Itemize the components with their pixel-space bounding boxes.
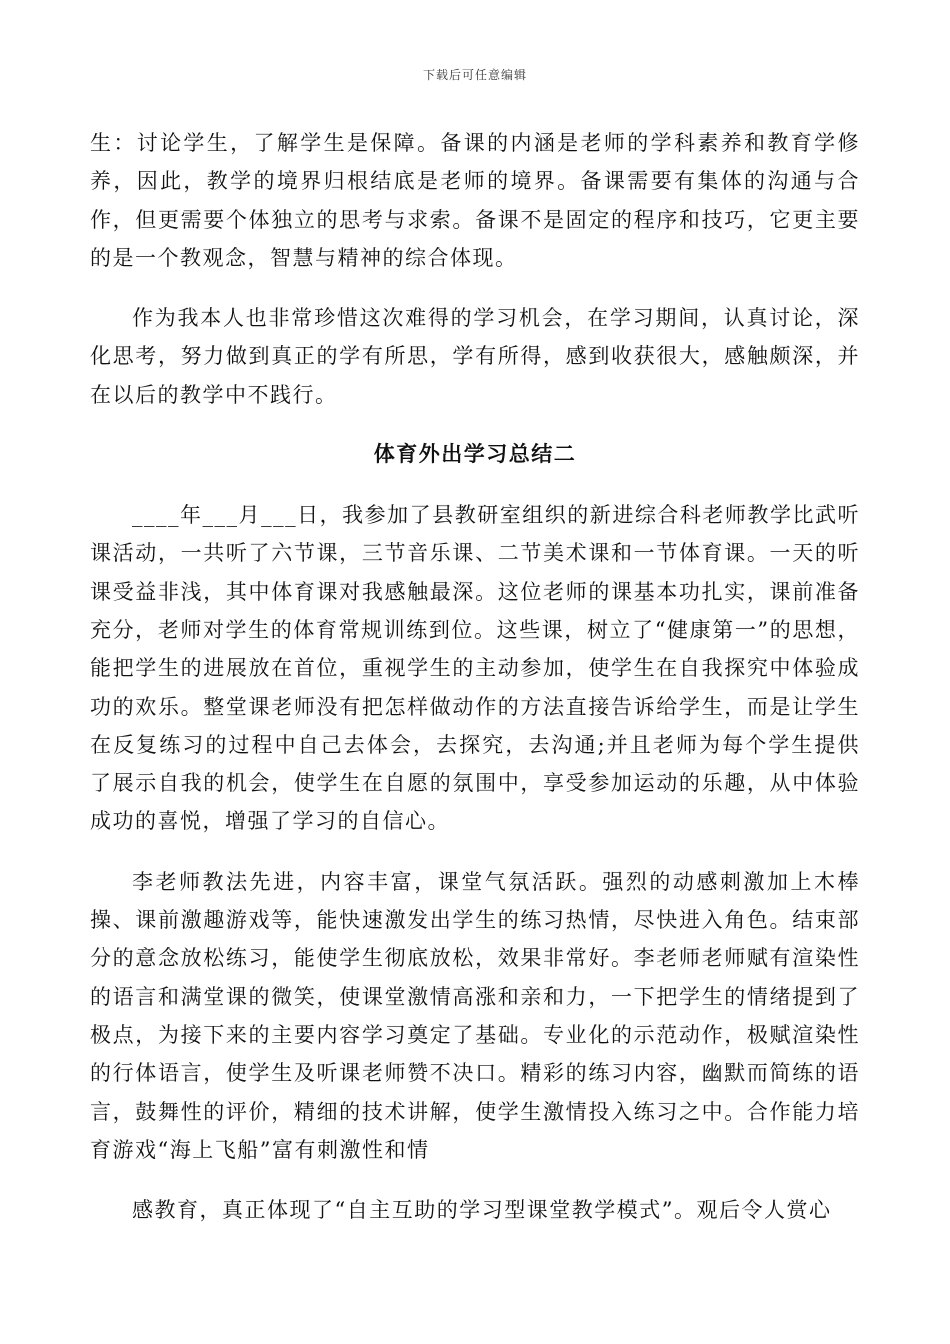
section-title: 体育外出学习总结二 [373,442,577,467]
paragraph-3: ____年___月___日，我参加了县教研室组织的新进综合科老师教学比武听课活动，一共听了六节课，三节音乐课、二节美术课和一节体育课。一天的听课受益非浅，其中体育课对我感触最深。这位老师的课基本功扎实，课前准备充分，老师对学生的体育常规训练到位。这些课，树立了“健康第一”的思想，能把学生的进展放在首位，重视学生的主动参加，使学生在自我探究中体验成功的欢乐。整堂课老师没有把怎样做动作的方法直接告诉给学生，而是让学生在反复练习的过程中自己去体会，去探究，去沟通;并且老师为每个学生提供了展示自我的机会，使学生在自愿的氛围中，享受参加运动的乐趣，从中体验成功的喜悦，增强了学习的自信心。 [90,503,860,834]
header-note: 下载后可任意编辑 [422,68,527,82]
document-body [90,124,860,1251]
paragraph-4: 李老师教法先进，内容丰富，课堂气氛活跃。强烈的动感刺激加上木棒操、课前激趣游戏等，能快速激发出学生的练习热情，尽快进入角色。结束部分的意念放松练习，能使学生彻底放松，效果非常好。李老师老师赋有渲染性的语言和满堂课的微笑，使课堂激情高涨和亲和力，一下把学生的情绪提到了极点，为接下来的主要内容学习奠定了基础。专业化的示范动作，极赋渲染性的行体语言，使学生及听课老师赞不决口。精彩的练习内容，幽默而简练的语言，鼓舞性的评价，精细的技术讲解，使学生激情投入练习之中。合作能力培育游戏“海上飞船”富有刺激性和情 [90,869,860,1162]
paragraph-5: 感教育，真正体现了“自主互助的学习型课堂教学模式”。观后令人赏心 [132,1198,832,1223]
paragraph-2: 作为我本人也非常珍惜这次难得的学习机会，在学习期间，认真讨论，深化思考，努力做到真正的学有所思，学有所得，感到收获很大，感触颇深，并在以后的教学中不践行。 [90,306,860,407]
paragraph-1: 生：讨论学生，了解学生是保障。备课的内涵是老师的学科素养和教育学修养，因此，教学的境界归根结底是老师的境界。备课需要有集体的沟通与合作，但更需要个体独立的思考与求索。备课不是固定的程序和技巧，它更主要的是一个教观念，智慧与精神的综合体现。 [90,131,860,270]
